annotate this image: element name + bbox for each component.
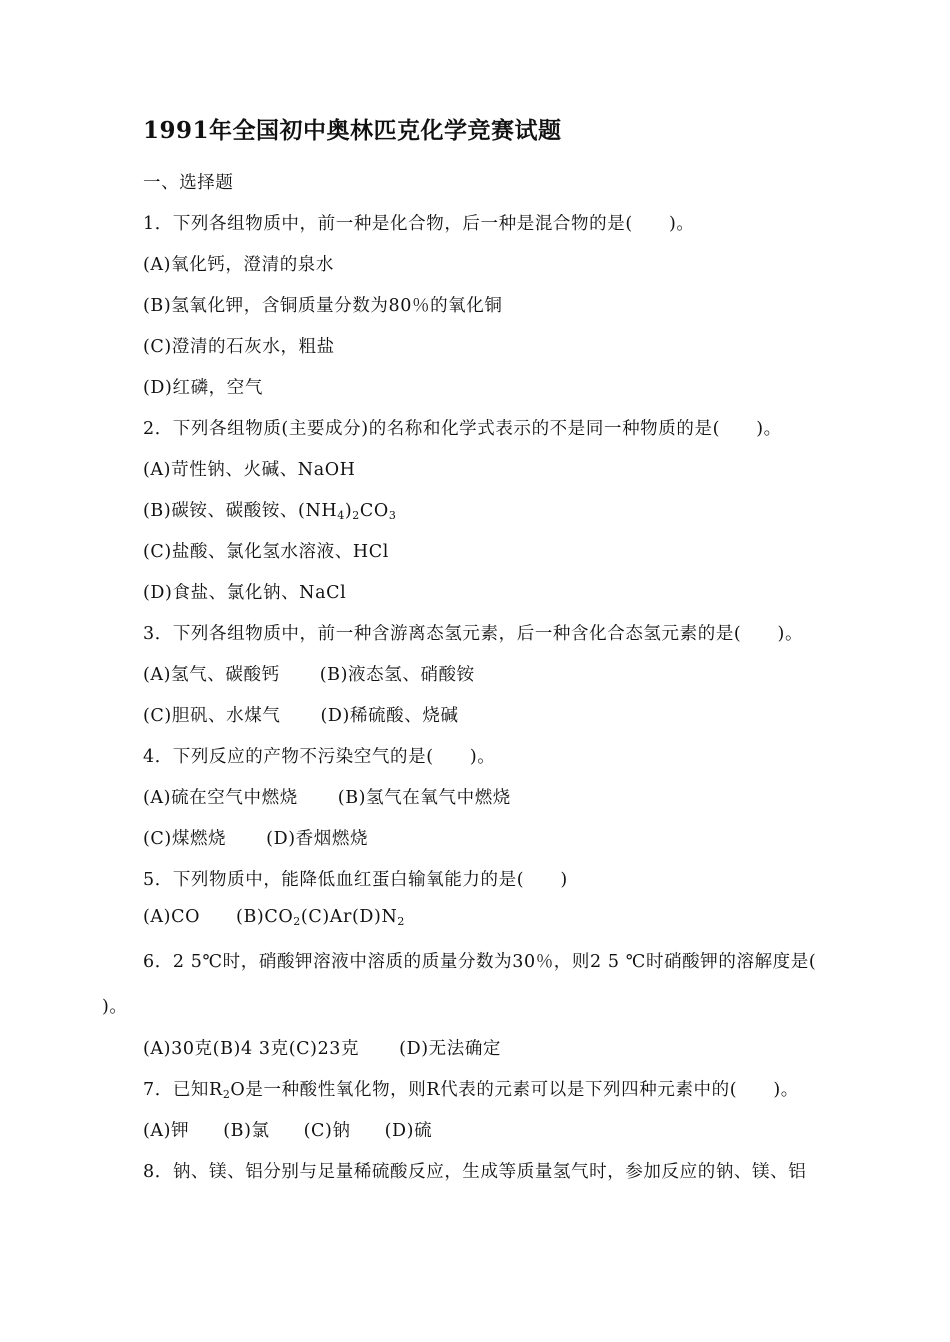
question-5-option-a: (A)CO [143, 907, 201, 927]
question-1-option-b: (B)氢氧化钾，含铜质量分数为80％的氧化铜 [143, 296, 503, 316]
question-3-option-d: (D)稀硫酸、烧碱 [320, 706, 459, 726]
question-1-option-a: (A)氧化钙，澄清的泉水 [143, 255, 334, 275]
question-4-options-cd [143, 825, 368, 850]
question-8-stem: 8．钠、镁、铝分别与足量稀硫酸反应，生成等质量氢气时，参加反应的钠、镁、铝 [143, 1162, 807, 1182]
question-5-stem: 5．下列物质中，能降低血红蛋白输氧能力的是( ) [143, 870, 568, 890]
question-4-option-a: (A)硫在空气中燃烧 [143, 788, 298, 808]
question-3-options-ab [143, 661, 475, 686]
question-2-option-a: (A)苛性钠、火碱、NaOH [143, 460, 356, 480]
question-4-option-c: (C)煤燃烧 [143, 829, 227, 849]
question-3-stem: 3．下列各组物质中，前一种含游离态氢元素，后一种含化合态氢元素的是( )。 [143, 624, 804, 644]
question-3-option-c: (C)胆矾、水煤气 [143, 706, 281, 726]
question-4-options-ab [143, 784, 511, 809]
question-1-option-d: (D)红磷，空气 [143, 378, 263, 398]
question-6-option-b: (B)4 3克 [212, 1039, 289, 1059]
question-7-option-c: (C)钠 [303, 1121, 351, 1141]
question-4-stem: 4．下列反应的产物不污染空气的是( )。 [143, 747, 496, 767]
question-6-stem: 6．2 5℃时，硝酸钾溶液中溶质的质量分数为30％，则2 5 ℃时硝酸钾的溶解度是( [143, 952, 817, 972]
question-1-option-c: (C)澄清的石灰水，粗盐 [143, 337, 335, 357]
question-5-options [143, 907, 405, 928]
question-3-options-cd [143, 702, 459, 727]
section-heading: 一、选择题 [143, 173, 234, 193]
question-7-stem: 7．已知$R_2O$是一种酸性氧化物，则R代表的元素可以是下列四种元素中的( )。 [143, 1080, 799, 1101]
question-5-option-c: (C)Ar [300, 907, 352, 927]
question-3-option-b: (B)液态氢、硝酸铵 [319, 665, 475, 685]
question-4-option-b: (B)氢气在氧气中燃烧 [337, 788, 511, 808]
page-title: 1991年全国初中奥林匹克化学竞赛试题 [143, 117, 562, 144]
question-2-option-b: (B)碳铵、碳酸铵、$(NH_4)_2CO_3$ [143, 501, 397, 522]
question-6-options [143, 1035, 501, 1060]
question-3-option-a: (A)氢气、碳酸钙 [143, 665, 280, 685]
question-7-option-b: (B)氯 [223, 1121, 270, 1141]
question-7-options [143, 1117, 432, 1142]
question-5-option-d: $(D)N_2$ [351, 907, 405, 928]
question-2-stem: 2．下列各组物质(主要成分)的名称和化学式表示的不是同一种物质的是( )。 [143, 419, 782, 439]
question-4-option-d: (D)香烟燃烧 [266, 829, 369, 849]
question-2-option-d: (D)食盐、氯化钠、NaCl [143, 583, 347, 603]
question-6-option-d: (D)无法确定 [399, 1039, 502, 1059]
question-6-option-c: (C)23克 [288, 1039, 360, 1059]
question-6-option-a: (A)30克 [143, 1039, 213, 1059]
question-1-stem: 1．下列各组物质中，前一种是化合物，后一种是混合物的是( )。 [143, 214, 695, 234]
question-6-stem-continued: )。 [102, 997, 128, 1017]
question-5-option-b: $(B)CO_2$ [236, 907, 301, 928]
question-7-option-d: (D)硫 [384, 1121, 433, 1141]
question-2-option-c: (C)盐酸、氯化氢水溶液、HCl [143, 542, 389, 562]
question-7-option-a: (A)钾 [143, 1121, 190, 1141]
